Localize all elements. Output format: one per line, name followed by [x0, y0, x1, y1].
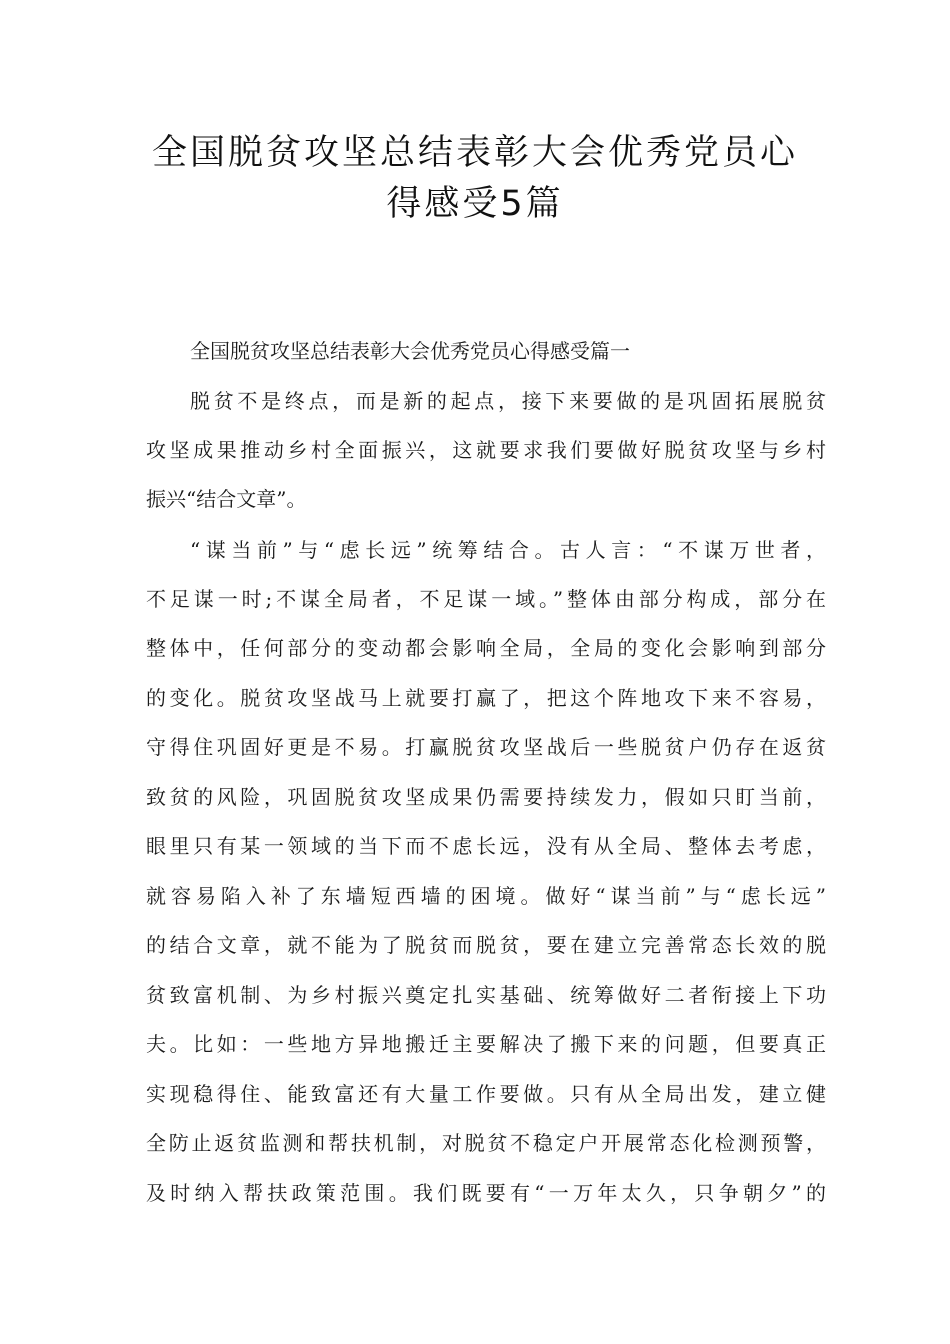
document-title [0, 128, 950, 230]
paragraph-line: 整体中，任何部分的变动都会影响全局，全局的变化会影响到部分 [146, 636, 826, 660]
paragraph-line: 就容易陷入补了东墙短西墙的困境。做好“谋当前”与“虑长远” [146, 884, 826, 908]
paragraph-line: 的变化。脱贫攻坚战马上就要打赢了，把这个阵地攻下来不容易， [146, 686, 826, 710]
paragraph-line: 夫。比如：一些地方异地搬迁主要解决了搬下来的问题，但要真正 [146, 1032, 826, 1056]
title-line-1: 全国脱贫攻坚总结表彰大会优秀党员心 [151, 133, 798, 173]
paragraph-line: 眼里只有某一领域的当下而不虑长远，没有从全局、整体去考虑， [146, 834, 826, 858]
paragraph-line: “谋当前”与“虑长远”统筹结合。古人言：“不谋万世者， [190, 538, 826, 562]
paragraph-line: 致贫的风险，巩固脱贫攻坚成果仍需要持续发力，假如只盯当前， [146, 785, 826, 809]
paragraph-line: 的结合文章，就不能为了脱贫而脱贫，要在建立完善常态长效的脱 [146, 933, 826, 957]
paragraph-line: 实现稳得住、能致富还有大量工作要做。只有从全局出发，建立健 [146, 1082, 826, 1106]
section-heading: 全国脱贫攻坚总结表彰大会优秀党员心得感受篇一 [190, 339, 630, 363]
paragraph-line: 贫致富机制、为乡村振兴奠定扎实基础、统筹做好二者衔接上下功 [146, 983, 826, 1007]
paragraph-line: 守得住巩固好更是不易。打赢脱贫攻坚战后一些脱贫户仍存在返贫 [146, 735, 826, 759]
paragraph-line: 全防止返贫监测和帮扶机制，对脱贫不稳定户开展常态化检测预警， [146, 1131, 826, 1155]
paragraph-line: 攻坚成果推动乡村全面振兴，这就要求我们要做好脱贫攻坚与乡村 [146, 438, 826, 462]
paragraph-line: 及时纳入帮扶政策范围。我们既要有“一万年太久，只争朝夕”的 [146, 1181, 826, 1205]
title-line-2: 得感受5篇 [386, 184, 564, 224]
paragraph-line: 振兴“结合文章”。 [146, 487, 307, 511]
paragraph-line: 不足谋一时;不谋全局者，不足谋一域。”整体由部分构成，部分在 [146, 587, 826, 611]
paragraph-line: 脱贫不是终点，而是新的起点，接下来要做的是巩固拓展脱贫 [190, 389, 826, 413]
